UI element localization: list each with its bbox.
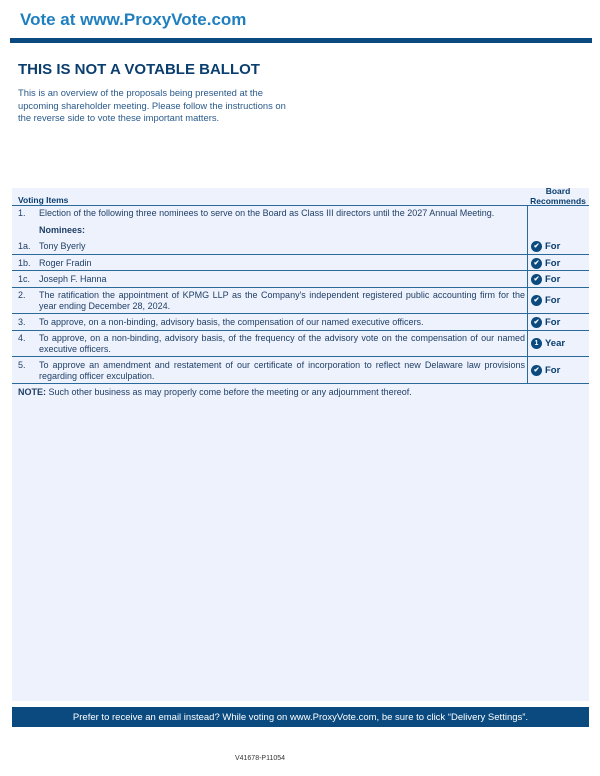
item-number: 1.	[18, 208, 26, 218]
recommendation	[531, 241, 560, 252]
item-number: 4.	[18, 333, 26, 343]
recommendation	[531, 365, 560, 376]
item-text: To approve, on a non-binding, advisory basis, of the frequency of the advisory vote on the compensation of our named executive officers.	[39, 333, 525, 354]
item-number: 5.	[18, 360, 26, 370]
vote-url-banner: Vote at www.ProxyVote.com	[20, 10, 247, 29]
recommendation	[531, 338, 565, 349]
delivery-settings-footer	[12, 707, 589, 727]
one-year-icon: 1	[531, 338, 542, 349]
board-header-line1: Board	[545, 186, 571, 196]
item-text: The ratification the appointment of KPMG LLP as the Company's independent registered public accounting firm for the year ending December 28, 2024.	[39, 290, 525, 311]
check-icon: ✔	[531, 241, 542, 252]
item-number: 3.	[18, 317, 26, 327]
check-icon: ✔	[531, 317, 542, 328]
nominees-label: Nominees:	[39, 225, 86, 235]
check-icon: ✔	[531, 365, 542, 376]
recommendation-label: For	[545, 241, 561, 252]
item-text: To approve an amendment and restatement of our certificate of incorporation to reflect new Delaware law provisions regarding officer exculpation.	[39, 360, 525, 381]
recommendation-label: For	[545, 258, 561, 269]
check-icon: ✔	[531, 258, 542, 269]
row-divider	[12, 205, 589, 206]
item-number: 1c.	[18, 274, 31, 284]
recommendation	[531, 258, 560, 269]
row-divider	[12, 254, 589, 255]
row-divider	[12, 383, 589, 384]
header-divider	[10, 38, 592, 43]
check-icon: ✔	[531, 274, 542, 285]
row-divider	[12, 270, 589, 271]
recommendation-label: For	[545, 274, 561, 285]
recommendation-label: For	[545, 365, 561, 376]
recommendation-label: For	[545, 317, 561, 328]
recommendation-label: For	[545, 295, 561, 306]
row-divider	[12, 330, 589, 331]
check-icon: ✔	[531, 295, 542, 306]
item-text: Tony Byerly	[39, 241, 86, 251]
recommendation	[531, 274, 560, 285]
item-text: To approve, on a non-binding, advisory basis, the compensation of our named executive officers.	[39, 317, 424, 327]
intro-paragraph: This is an overview of the proposals being presented at the upcoming shareholder meeting. Please follow the instructions on the reverse side to vote these important matters.	[18, 87, 286, 123]
recommendation	[531, 295, 560, 306]
item-number: 2.	[18, 290, 26, 300]
footer-text: Prefer to receive an email instead? While voting on www.ProxyVote.com, be sure to click “Delivery Settings”.	[72, 711, 529, 723]
note-text: Such other business as may properly come before the meeting or any adjournment thereof.	[46, 387, 412, 397]
recommendation-label: Year	[545, 338, 566, 349]
note	[18, 387, 412, 397]
item-number: 1a.	[18, 241, 31, 251]
row-divider	[12, 313, 589, 314]
item-text: Roger Fradin	[39, 258, 92, 268]
page-title: THIS IS NOT A VOTABLE BALLOT	[18, 61, 260, 78]
note-label: NOTE:	[18, 387, 46, 397]
recommendation	[531, 317, 560, 328]
voting-items-header: Voting Items	[18, 195, 69, 205]
board-recommends-header	[528, 187, 588, 206]
row-divider	[12, 287, 589, 288]
row-divider	[12, 356, 589, 357]
item-text: Joseph F. Hanna	[39, 274, 107, 284]
item-number: 1b.	[18, 258, 31, 268]
job-code: V41678-P11054	[234, 755, 286, 762]
item-text: Election of the following three nominees to serve on the Board as Class III directors until the 2027 Annual Meeting.	[39, 208, 495, 218]
board-header-line2: Recommends	[530, 195, 586, 206]
